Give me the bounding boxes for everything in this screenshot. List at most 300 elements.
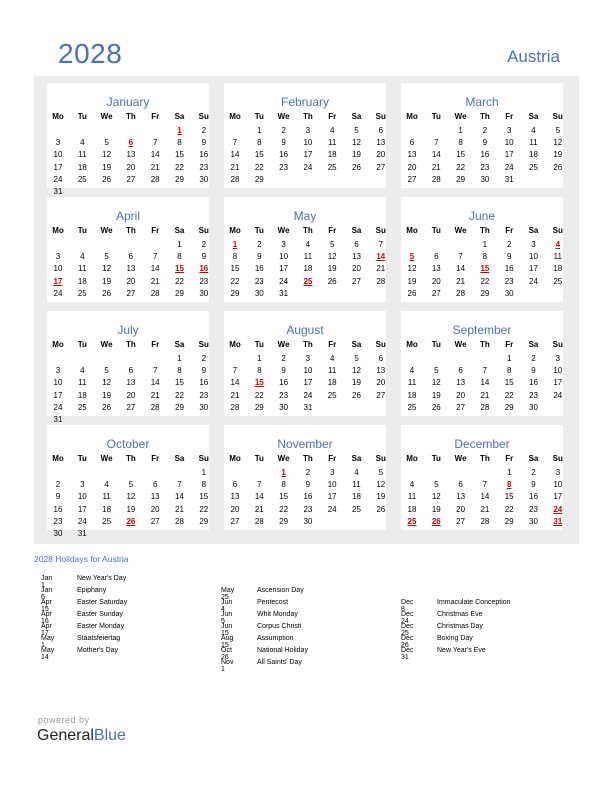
calendar-day: 12 xyxy=(102,150,112,160)
weekday-header: Th xyxy=(126,112,136,121)
holiday-name: New Year's Day xyxy=(77,575,127,582)
calendar-day: 18 xyxy=(327,150,337,160)
calendar-day: 19 xyxy=(126,504,136,514)
calendar-day: 17 xyxy=(504,150,514,160)
weekday-header: Tu xyxy=(77,226,87,235)
weekday-header: Tu xyxy=(77,454,87,463)
calendar-day: 18 xyxy=(529,150,538,160)
calendar-day: 31 xyxy=(504,174,514,184)
weekday-header: Sa xyxy=(351,454,362,463)
calendar-day: 21 xyxy=(456,276,466,286)
calendar-day: 12 xyxy=(352,366,361,376)
calendar-day: 4 xyxy=(409,366,415,376)
calendar-day: 3 xyxy=(281,240,286,249)
weekday-header: Sa xyxy=(528,112,539,121)
calendar-day: 1 xyxy=(482,240,488,249)
weekday-header: Su xyxy=(198,226,209,235)
calendar-day: 28 xyxy=(230,402,240,412)
holiday-date: Dec 8 xyxy=(401,599,414,613)
calendar-day: 14 xyxy=(480,492,490,502)
month-title: May xyxy=(293,209,317,223)
calendar-day: 26 xyxy=(553,162,563,172)
weekday-header: Fr xyxy=(328,226,337,235)
calendar-day: 13 xyxy=(456,492,466,502)
calendar-day: 15 xyxy=(504,378,514,388)
calendar-day: 3 xyxy=(305,126,311,135)
calendar-day: 14 xyxy=(150,264,160,274)
calendar-day: 29 xyxy=(254,402,264,412)
month-title: August xyxy=(286,323,324,337)
holiday-day: 5 xyxy=(409,252,415,262)
calendar-day: 14 xyxy=(150,378,160,388)
calendar-year: 2028 xyxy=(58,38,123,69)
weekday-header: Tu xyxy=(254,226,264,235)
weekday-header: Fr xyxy=(151,340,160,349)
calendar-day: 28 xyxy=(150,402,160,412)
weekday-header: We xyxy=(277,112,290,121)
calendar-day: 7 xyxy=(378,240,384,249)
calendar-day: 14 xyxy=(480,378,490,388)
calendar-day: 2 xyxy=(55,480,61,490)
calendar-day: 6 xyxy=(232,480,238,490)
calendar-day: 17 xyxy=(77,504,87,514)
calendar-day: 16 xyxy=(254,264,264,274)
calendar-day: 20 xyxy=(431,276,441,286)
holiday-day: 14 xyxy=(376,252,386,262)
calendar-day: 19 xyxy=(102,276,112,286)
calendar-day: 11 xyxy=(328,138,337,148)
calendar-day: 14 xyxy=(254,492,264,502)
calendar-day: 6 xyxy=(128,252,134,262)
calendar-day: 11 xyxy=(407,492,417,502)
calendar-day: 14 xyxy=(456,264,466,274)
calendar-day: 22 xyxy=(175,390,184,400)
calendar-day: 14 xyxy=(431,150,441,160)
calendar-day: 29 xyxy=(480,288,490,298)
calendar-day: 2 xyxy=(201,240,207,249)
weekday-header: We xyxy=(277,226,290,235)
calendar-day: 24 xyxy=(77,516,87,526)
calendar-day: 25 xyxy=(77,402,87,412)
calendar-day: 5 xyxy=(434,366,439,376)
weekday-header: Su xyxy=(198,340,209,349)
holiday-name: Ascension Day xyxy=(257,587,304,594)
calendar-day: 31 xyxy=(77,529,87,538)
calendar-day: 2 xyxy=(281,126,286,135)
holiday-date: Apr 15 xyxy=(41,599,52,613)
holiday-name: Immaculate Conception xyxy=(437,599,511,606)
calendar-day: 23 xyxy=(529,390,538,400)
month-title: July xyxy=(117,323,139,337)
holiday-day: 15 xyxy=(254,378,264,388)
calendar-day: 6 xyxy=(378,126,384,135)
calendar-day: 9 xyxy=(281,366,286,376)
calendar-day: 12 xyxy=(407,264,417,274)
weekday-header: Fr xyxy=(151,454,160,463)
calendar-day: 21 xyxy=(431,162,441,172)
holiday-day: 15 xyxy=(175,264,184,274)
calendar-day: 23 xyxy=(480,162,490,172)
calendar-day: 25 xyxy=(352,504,361,514)
calendar-day: 7 xyxy=(232,366,238,376)
calendar-day: 20 xyxy=(352,264,361,274)
calendar-day: 30 xyxy=(504,288,514,298)
calendar-day: 16 xyxy=(199,378,209,388)
calendar-day: 29 xyxy=(175,402,184,412)
calendar-day: 28 xyxy=(431,174,441,184)
calendar-day: 4 xyxy=(305,240,311,249)
weekday-header: Th xyxy=(126,454,136,463)
calendar-day: 18 xyxy=(77,276,87,286)
calendar-day: 6 xyxy=(378,354,384,363)
calendar-day: 5 xyxy=(104,138,109,148)
weekday-header: Sa xyxy=(528,454,539,463)
calendar-day: 22 xyxy=(456,162,466,172)
calendar-day: 12 xyxy=(126,492,136,502)
calendar-day: 27 xyxy=(376,390,386,400)
calendar-day: 7 xyxy=(257,480,262,490)
calendar-day: 12 xyxy=(431,378,441,388)
holiday-date: Jun 4 xyxy=(221,599,233,613)
calendar-day: 6 xyxy=(152,480,158,490)
weekday-header: Th xyxy=(480,454,490,463)
calendar-day: 9 xyxy=(201,252,207,262)
calendar-day: 4 xyxy=(80,366,85,376)
weekday-header: We xyxy=(454,112,467,121)
weekday-header: Th xyxy=(480,112,490,121)
calendar-day: 23 xyxy=(504,276,514,286)
weekday-header: Fr xyxy=(505,112,514,121)
calendar-day: 30 xyxy=(199,288,209,298)
calendar-day: 2 xyxy=(482,126,488,135)
calendar-day: 20 xyxy=(376,378,386,388)
calendar-day: 17 xyxy=(279,264,289,274)
calendar-day: 3 xyxy=(555,468,561,477)
calendar-day: 24 xyxy=(279,276,289,286)
holiday-name: Epiphany xyxy=(77,587,107,594)
month-march xyxy=(401,83,563,188)
calendar-day: 5 xyxy=(354,354,359,363)
calendar-day: 18 xyxy=(407,390,417,400)
calendar-day: 24 xyxy=(504,162,514,172)
calendar-day: 13 xyxy=(407,150,417,160)
calendar-day: 17 xyxy=(53,162,63,172)
calendar-day: 28 xyxy=(150,174,160,184)
calendar-day: 5 xyxy=(104,366,109,376)
calendar-day: 29 xyxy=(175,288,184,298)
calendar-day: 18 xyxy=(553,264,563,274)
holiday-name: National Holiday xyxy=(257,647,308,654)
holiday-day: 26 xyxy=(431,516,441,526)
holiday-date: Nov 1 xyxy=(221,659,234,673)
weekday-header: Th xyxy=(480,340,490,349)
calendar-day: 5 xyxy=(329,240,335,249)
calendar-day: 28 xyxy=(254,516,264,526)
calendar-day: 2 xyxy=(531,468,536,477)
calendar-day: 3 xyxy=(329,468,335,477)
holiday-name: Christmas Day xyxy=(437,623,483,630)
weekday-header: We xyxy=(100,226,113,235)
calendar-day: 1 xyxy=(506,468,512,477)
weekday-header: Tu xyxy=(431,112,441,121)
weekday-header: We xyxy=(100,340,113,349)
calendar-day: 28 xyxy=(230,174,240,184)
calendar-day: 3 xyxy=(55,252,61,262)
weekday-header: Mo xyxy=(406,454,418,463)
calendar-day: 9 xyxy=(531,480,536,490)
calendar-day: 13 xyxy=(376,138,386,148)
calendar-day: 15 xyxy=(279,492,289,502)
holiday-day: 16 xyxy=(199,264,209,274)
calendar-day: 1 xyxy=(177,240,182,249)
calendar-day: 4 xyxy=(80,138,85,148)
calendar-day: 5 xyxy=(434,480,439,490)
calendar-day: 2 xyxy=(201,126,207,135)
calendar-day: 15 xyxy=(456,150,466,160)
holiday-name: Boxing Day xyxy=(437,635,473,642)
calendar-day: 19 xyxy=(352,150,361,160)
calendar-day: 11 xyxy=(407,378,417,388)
calendar-day: 24 xyxy=(53,174,63,184)
weekday-header: Fr xyxy=(505,226,514,235)
calendar-day: 8 xyxy=(232,252,238,262)
calendar-day: 24 xyxy=(53,288,63,298)
calendar-day: 16 xyxy=(529,492,538,502)
calendar-day: 13 xyxy=(456,378,466,388)
holiday-name: All Saints' Day xyxy=(257,659,302,666)
calendar-day: 22 xyxy=(230,276,240,286)
holiday-name: Corpus Christi xyxy=(257,623,302,630)
calendar-day: 2 xyxy=(506,240,512,249)
calendar-day: 6 xyxy=(434,252,439,262)
calendar-day: 24 xyxy=(303,390,313,400)
calendar-day: 4 xyxy=(104,480,109,490)
weekday-header: Th xyxy=(126,226,136,235)
calendar-day: 30 xyxy=(199,174,209,184)
calendar-day: 18 xyxy=(77,162,87,172)
calendar-day: 24 xyxy=(553,390,563,400)
calendar-day: 20 xyxy=(126,276,136,286)
calendar-day: 23 xyxy=(53,516,63,526)
calendar-day: 27 xyxy=(150,516,160,526)
calendar-day: 22 xyxy=(199,504,209,514)
weekday-header: Th xyxy=(303,112,313,121)
calendar-day: 26 xyxy=(102,174,112,184)
weekday-header: Sa xyxy=(351,340,362,349)
weekday-header: Tu xyxy=(77,340,87,349)
calendar-day: 28 xyxy=(480,402,490,412)
holiday-day: 24 xyxy=(553,504,563,514)
weekday-header: Fr xyxy=(151,112,160,121)
calendar-day: 31 xyxy=(279,288,289,298)
calendar-day: 17 xyxy=(553,378,563,388)
weekday-header: Mo xyxy=(229,454,241,463)
calendar-day: 28 xyxy=(376,276,386,286)
month-april xyxy=(47,197,209,302)
calendar-day: 11 xyxy=(328,366,337,376)
calendar-day: 10 xyxy=(504,138,514,148)
calendar-day: 15 xyxy=(230,264,240,274)
calendar-day: 1 xyxy=(506,354,512,363)
calendar-day: 9 xyxy=(201,366,207,376)
calendar-day: 5 xyxy=(128,480,134,490)
calendar-day: 11 xyxy=(303,252,313,262)
calendar-day: 10 xyxy=(327,480,337,490)
calendar-day: 7 xyxy=(482,480,488,490)
calendar-day: 23 xyxy=(199,276,209,286)
calendar-day: 23 xyxy=(303,504,313,514)
calendar-day: 18 xyxy=(327,378,337,388)
calendar-day: 25 xyxy=(77,174,87,184)
weekday-header: Su xyxy=(375,226,386,235)
calendar-day: 10 xyxy=(53,264,63,274)
holiday-name: New Year's Eve xyxy=(437,647,486,654)
calendar-day: 22 xyxy=(175,162,184,172)
calendar-day: 6 xyxy=(409,138,415,148)
calendar-day: 13 xyxy=(126,264,136,274)
calendar-day: 18 xyxy=(352,492,361,502)
calendar-day: 5 xyxy=(555,126,561,135)
calendar-day: 19 xyxy=(553,150,563,160)
weekday-header: Su xyxy=(375,112,386,121)
calendar-day: 13 xyxy=(150,492,160,502)
calendar-day: 22 xyxy=(504,504,514,514)
month-title: April xyxy=(115,209,140,223)
calendar-day: 27 xyxy=(126,174,136,184)
calendar-day: 9 xyxy=(281,138,286,148)
calendar-day: 21 xyxy=(230,390,240,400)
month-title: December xyxy=(454,437,510,451)
calendar-day: 8 xyxy=(177,252,182,262)
calendar-day: 13 xyxy=(431,264,441,274)
calendar-day: 27 xyxy=(126,288,136,298)
calendar-day: 31 xyxy=(53,415,63,424)
calendar-day: 16 xyxy=(199,150,209,160)
calendar-day: 12 xyxy=(431,492,441,502)
calendar-day: 3 xyxy=(305,354,311,363)
calendar-day: 5 xyxy=(378,468,384,477)
weekday-header: We xyxy=(100,112,113,121)
calendar-day: 9 xyxy=(305,480,311,490)
calendar-day: 21 xyxy=(480,504,490,514)
calendar-day: 25 xyxy=(407,402,417,412)
weekday-header: Sa xyxy=(174,454,185,463)
weekday-header: Th xyxy=(303,340,313,349)
holiday-date: Dec 25 xyxy=(401,623,414,637)
calendar-day: 28 xyxy=(175,516,184,526)
calendar-day: 27 xyxy=(431,288,441,298)
calendar-day: 16 xyxy=(480,150,490,160)
weekday-header: Su xyxy=(552,226,563,235)
holiday-name: Easter Sunday xyxy=(77,611,123,618)
calendar-day: 29 xyxy=(504,402,514,412)
month-title: February xyxy=(280,95,330,109)
calendar-day: 12 xyxy=(102,264,112,274)
month-june xyxy=(401,197,563,302)
calendar-day: 14 xyxy=(230,150,240,160)
calendar-day: 3 xyxy=(55,366,61,376)
calendar-day: 9 xyxy=(201,138,207,148)
generalblue-logo[interactable] xyxy=(37,727,126,745)
calendar-day: 20 xyxy=(150,504,160,514)
calendar-day: 3 xyxy=(555,354,561,363)
calendar-day: 24 xyxy=(327,504,337,514)
holiday-day: 17 xyxy=(53,276,63,286)
calendar-day: 2 xyxy=(305,468,311,477)
holiday-date: Dec 31 xyxy=(401,647,414,661)
calendar-day: 9 xyxy=(506,252,512,262)
calendar-day: 22 xyxy=(254,162,264,172)
calendar-day: 27 xyxy=(407,174,417,184)
month-title: October xyxy=(106,437,150,451)
holiday-day: 1 xyxy=(232,240,238,249)
calendar-day: 8 xyxy=(482,252,488,262)
holiday-date: Oct 26 xyxy=(221,647,232,661)
calendar-day: 30 xyxy=(529,402,538,412)
calendar-day: 23 xyxy=(279,390,289,400)
weekday-header: Su xyxy=(198,454,209,463)
calendar-day: 12 xyxy=(352,138,361,148)
calendar-day: 19 xyxy=(431,504,441,514)
calendar-day: 20 xyxy=(376,150,386,160)
holiday-date: Jan 6 xyxy=(41,587,53,601)
calendar-day: 15 xyxy=(175,150,184,160)
calendar-day: 12 xyxy=(327,252,337,262)
calendar-day: 15 xyxy=(504,492,514,502)
calendar-day: 10 xyxy=(529,252,538,262)
calendar-day: 3 xyxy=(80,480,85,490)
calendar-day: 16 xyxy=(504,264,514,274)
calendar-day: 14 xyxy=(150,150,160,160)
calendar-day: 10 xyxy=(77,492,87,502)
calendar-day: 19 xyxy=(407,276,417,286)
calendar-day: 27 xyxy=(352,276,361,286)
calendar-day: 27 xyxy=(230,516,240,526)
calendar-day: 6 xyxy=(354,240,359,249)
month-title: June xyxy=(468,209,496,223)
calendar-day: 29 xyxy=(175,174,184,184)
holiday-date: May 25 xyxy=(221,587,235,601)
calendar-day: 26 xyxy=(102,402,112,412)
calendar-day: 3 xyxy=(531,240,536,249)
holiday-name: Whit Monday xyxy=(257,611,298,618)
calendar-day: 15 xyxy=(199,492,209,502)
holiday-day: 8 xyxy=(506,480,512,490)
calendar-grid-panel xyxy=(34,76,579,544)
calendar-day: 30 xyxy=(254,288,264,298)
calendar-day: 8 xyxy=(281,480,286,490)
calendar-day: 26 xyxy=(102,288,112,298)
calendar-day: 2 xyxy=(281,354,286,363)
month-february xyxy=(224,83,386,188)
weekday-header: Th xyxy=(303,454,313,463)
calendar-day: 23 xyxy=(199,162,209,172)
calendar-day: 20 xyxy=(456,504,466,514)
weekday-header: We xyxy=(277,340,290,349)
weekday-header: Fr xyxy=(505,340,514,349)
calendar-day: 9 xyxy=(55,492,61,502)
weekday-header: We xyxy=(100,454,113,463)
calendar-day: 19 xyxy=(102,162,112,172)
holiday-day: 26 xyxy=(126,516,136,526)
calendar-day: 29 xyxy=(279,516,289,526)
weekday-header: We xyxy=(277,454,290,463)
month-august xyxy=(224,311,386,416)
calendar-day: 21 xyxy=(230,162,240,172)
calendar-day: 7 xyxy=(177,480,182,490)
weekday-header: Tu xyxy=(431,226,441,235)
calendar-day: 8 xyxy=(506,366,512,376)
